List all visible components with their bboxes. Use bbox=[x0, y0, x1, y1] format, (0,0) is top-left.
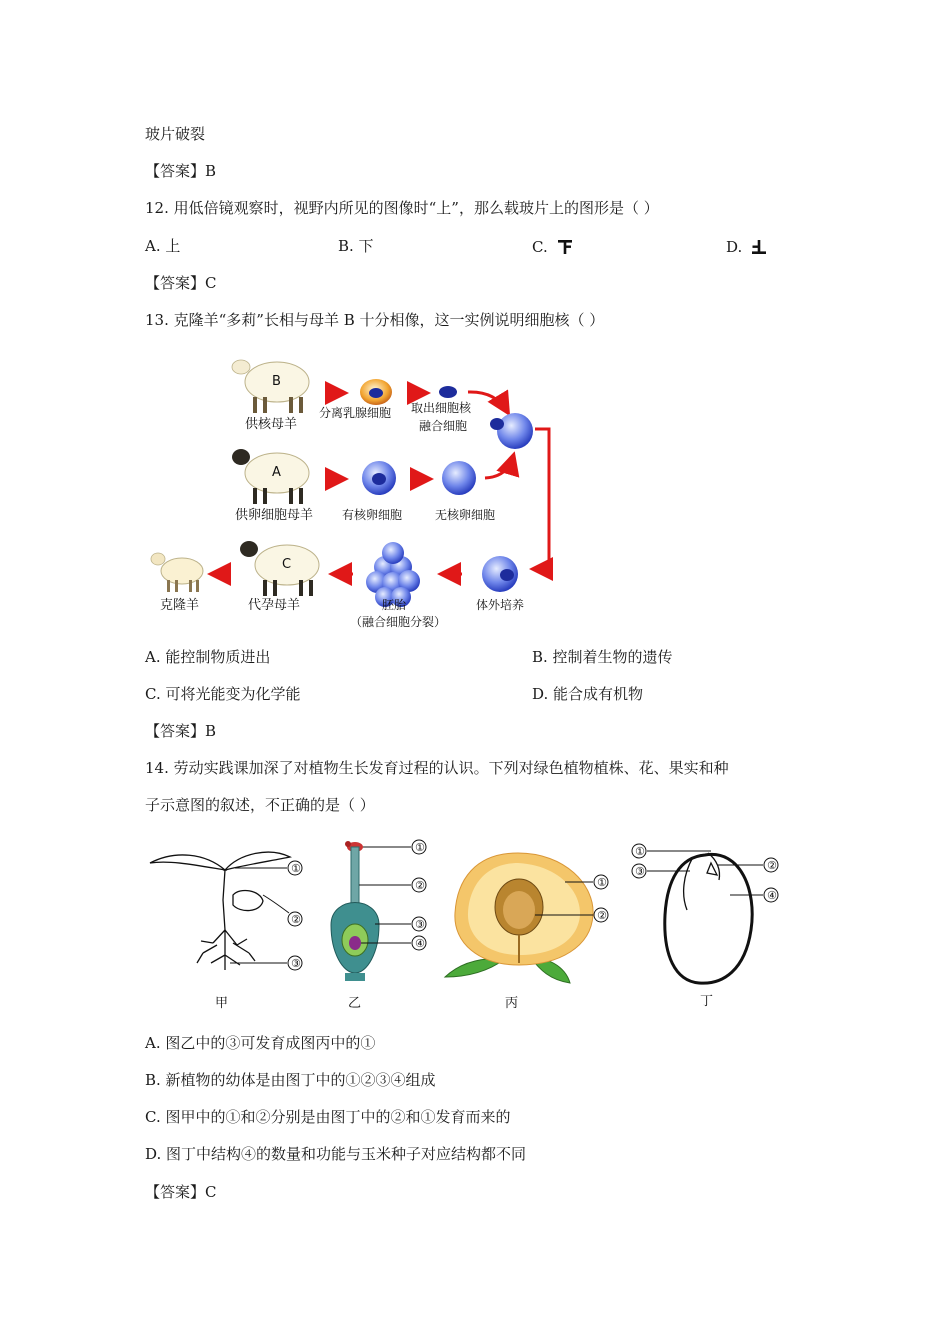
caption-yi: 乙 bbox=[348, 996, 362, 1011]
sheep-a-letter: A bbox=[272, 465, 281, 480]
q14-option-a: A. 图乙中的③可发育成图丙中的① bbox=[145, 1034, 376, 1052]
extracted-nucleus bbox=[439, 386, 457, 398]
cloning-diagram bbox=[145, 345, 555, 630]
q12-option-c-label: C. bbox=[532, 238, 548, 256]
jia-label-2: ② bbox=[291, 913, 301, 926]
jia-label-1: ① bbox=[291, 862, 301, 875]
bing-label-2: ② bbox=[597, 909, 607, 922]
donor-egg-label: 供卵细胞母羊 bbox=[235, 508, 314, 523]
peach-figure bbox=[445, 853, 593, 983]
answer-13: 【答案】B bbox=[145, 722, 217, 740]
q14-option-b: B. 新植物的幼体是由图丁中的①②③④组成 bbox=[145, 1071, 436, 1089]
caption-bing: 丙 bbox=[505, 996, 519, 1011]
embryo-note: （融合细胞分裂） bbox=[350, 615, 447, 629]
q13-option-b: B. 控制着生物的遗传 bbox=[532, 648, 673, 666]
bing-label-1: ① bbox=[597, 876, 607, 889]
sheep-a bbox=[232, 449, 309, 504]
q14-option-c: C. 图甲中的①和②分别是由图丁中的②和①发育而来的 bbox=[145, 1108, 511, 1126]
question-12: 12. 用低倍镜观察时，视野内所见的图像时“上”，那么载玻片上的图形是（ ） bbox=[145, 199, 659, 217]
question-14-line-2: 子示意图的叙述，不正确的是（ ） bbox=[145, 796, 375, 814]
sheep-c-letter: C bbox=[282, 557, 292, 572]
q13-option-c: C. 可将光能变为化学能 bbox=[145, 685, 301, 703]
ding-label-1: ① bbox=[635, 845, 645, 858]
plant-diagram bbox=[145, 835, 795, 1015]
mirrored-shang-glyph bbox=[751, 239, 767, 255]
donor-nucleus-label: 供核母羊 bbox=[245, 417, 298, 432]
enucleated-egg bbox=[442, 461, 476, 495]
q12-option-d-label: D. bbox=[726, 238, 743, 256]
q13-option-d: D. 能合成有机物 bbox=[532, 685, 644, 703]
q12-option-d bbox=[726, 236, 763, 257]
q12-option-c bbox=[532, 236, 569, 257]
answer-11: 【答案】B bbox=[145, 162, 217, 180]
question-13: 13. 克隆羊“多莉”长相与母羊 B 十分相像，这一实例说明细胞核（ ） bbox=[145, 311, 605, 329]
yi-label-3: ③ bbox=[415, 918, 425, 931]
ding-label-4: ④ bbox=[767, 889, 777, 902]
inverted-shang-glyph bbox=[557, 239, 573, 255]
bean-seed-figure bbox=[665, 853, 752, 983]
yi-label-2: ② bbox=[415, 879, 425, 892]
answer-14: 【答案】C bbox=[145, 1183, 217, 1201]
nucleated-egg-label: 有核卵细胞 bbox=[342, 508, 403, 522]
seedling-figure bbox=[150, 852, 290, 970]
q12-option-a: A. 上 bbox=[145, 237, 181, 255]
isolate-label: 分离乳腺细胞 bbox=[319, 406, 392, 420]
jia-label-3: ③ bbox=[291, 957, 301, 970]
question-14-line-1: 14. 劳动实践课加深了对植物生长发育过程的认识。下列对绿色植物植株、花、果实和种 bbox=[145, 759, 729, 777]
yi-label-4: ④ bbox=[415, 937, 425, 950]
yi-label-1: ① bbox=[415, 841, 425, 854]
ding-label-2: ② bbox=[767, 859, 777, 872]
sheep-b bbox=[232, 360, 309, 413]
fused-cell bbox=[497, 413, 533, 449]
embryo-label: 胚胎 bbox=[382, 598, 407, 612]
surrogate-label: 代孕母羊 bbox=[248, 598, 301, 613]
q13-option-a: A. 能控制物质进出 bbox=[145, 648, 271, 666]
sheep-b-letter: B bbox=[272, 374, 281, 389]
extract-label-1: 取出细胞核 bbox=[411, 401, 472, 415]
clone-lamb bbox=[151, 553, 203, 592]
fragment-text: 玻片破裂 bbox=[145, 125, 206, 143]
q14-option-d: D. 图丁中结构④的数量和功能与玉米种子对应结构都不同 bbox=[145, 1145, 527, 1163]
clone-label: 克隆羊 bbox=[160, 598, 200, 613]
pistil-figure bbox=[331, 841, 379, 981]
ding-label-3: ③ bbox=[635, 865, 645, 878]
culture-label: 体外培养 bbox=[476, 598, 525, 612]
sheep-c bbox=[240, 541, 319, 596]
answer-12: 【答案】C bbox=[145, 274, 217, 292]
extract-label-2: 融合细胞 bbox=[419, 419, 468, 433]
enucleated-egg-label: 无核卵细胞 bbox=[435, 508, 496, 522]
q12-option-b: B. 下 bbox=[338, 237, 374, 255]
caption-jia: 甲 bbox=[215, 996, 229, 1011]
caption-ding: 丁 bbox=[700, 994, 714, 1009]
